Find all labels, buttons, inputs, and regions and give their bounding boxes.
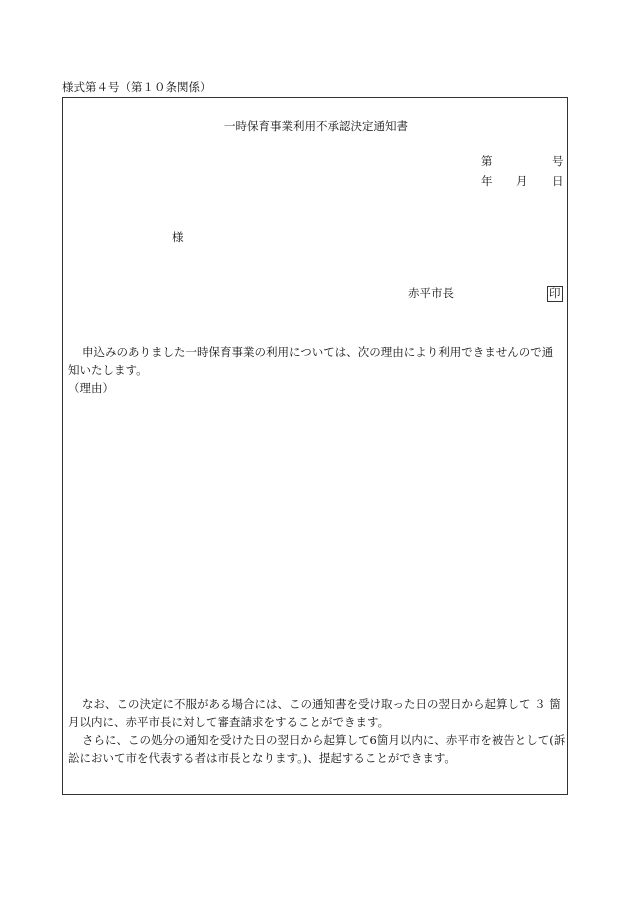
date-month: 月 bbox=[516, 174, 528, 188]
document-title: 一時保育事業利用不承認決定通知書 bbox=[224, 119, 408, 133]
lawsuit-text-line-1: さらに、この処分の通知を受けた日の翌日から起算して6箇月以内に、赤平市を被告として(訴 bbox=[82, 733, 566, 747]
form-label: 様式第４号（第１０条関係） bbox=[62, 80, 212, 94]
reason-label: （理由） bbox=[68, 381, 114, 395]
number-prefix: 第 bbox=[481, 154, 493, 168]
date-day: 日 bbox=[552, 174, 564, 188]
appeal-text-line-2: 月以内に、赤平市長に対して審査請求をすることができます。 bbox=[68, 715, 390, 729]
appeal-text-line-1: なお、この決定に不服がある場合には、この通知書を受け取った日の翌日から起算して ３ 箇 bbox=[82, 697, 561, 711]
number-suffix: 号 bbox=[552, 154, 564, 168]
seal-mark: 印 bbox=[549, 286, 561, 300]
issuer-name: 赤平市長 bbox=[408, 286, 454, 300]
notice-text-line-1: 申込みのありました一時保育事業の利用については、次の理由により利用できませんので通 bbox=[82, 345, 554, 359]
notice-text-line-2: 知いたします。 bbox=[68, 363, 148, 377]
date-year: 年 bbox=[481, 174, 493, 188]
document-frame bbox=[62, 97, 568, 795]
recipient-suffix: 様 bbox=[172, 230, 184, 244]
lawsuit-text-line-2: 訟において市を代表する者は市長となります。)、提起することができます。 bbox=[68, 751, 456, 765]
